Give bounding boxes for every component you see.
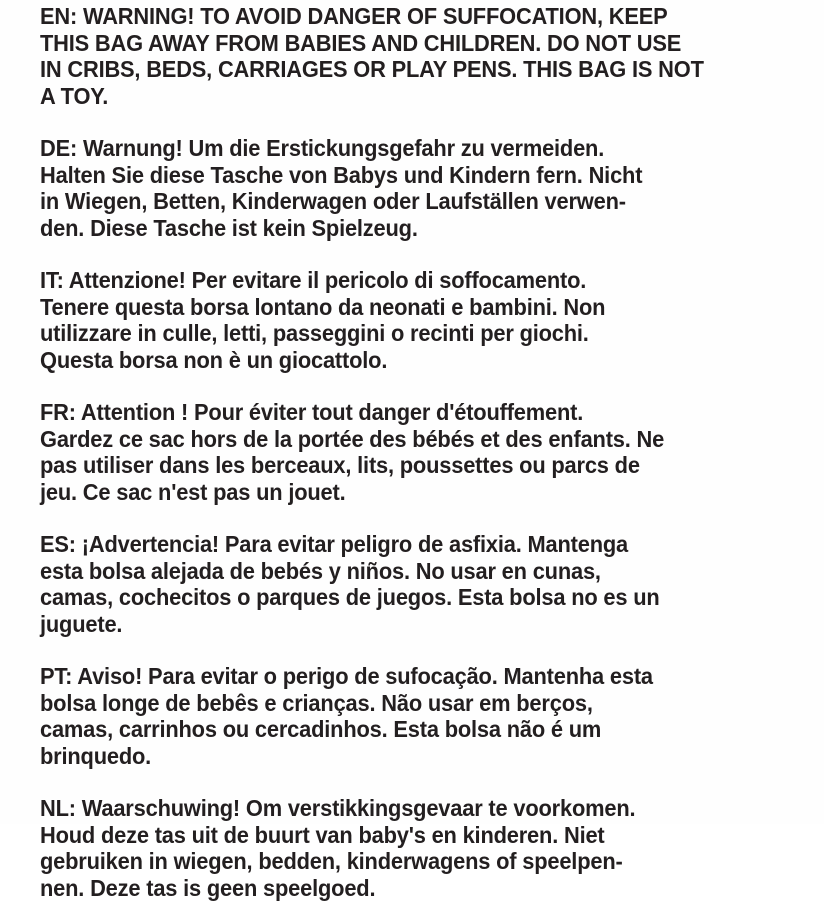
warning-line: NL: Waarschuwing! Om verstikkingsgevaar te voorkomen. — [40, 795, 800, 822]
warning-line: Tenere questa borsa lontano da neonati e bambini. Non — [40, 294, 800, 321]
warning-line: camas, cochecitos o parques de juegos. Esta bolsa no es un — [40, 584, 800, 611]
warning-line: FR: Attention ! Pour éviter tout danger d'étouffement. — [40, 399, 800, 426]
warning-line: utilizzare in culle, letti, passeggini o recinti per giochi. — [40, 320, 800, 347]
warning-line: IT: Attenzione! Per evitare il pericolo di soffocamento. — [40, 267, 800, 294]
warning-paragraph-pt — [40, 663, 800, 769]
warning-line: THIS BAG AWAY FROM BABIES AND CHILDREN. DO NOT USE — [40, 30, 800, 57]
warning-line: den. Diese Tasche ist kein Spielzeug. — [40, 215, 800, 242]
warning-line: Houd deze tas uit de buurt van baby's en kinderen. Niet — [40, 822, 800, 849]
warning-line: IN CRIBS, BEDS, CARRIAGES OR PLAY PENS. THIS BAG IS NOT — [40, 56, 800, 83]
warning-paragraph-de — [40, 135, 800, 241]
warning-line: DE: Warnung! Um die Erstickungsgefahr zu vermeiden. — [40, 135, 800, 162]
warning-line: nen. Deze tas is geen speelgoed. — [40, 875, 800, 901]
warning-line: bolsa longe de bebês e crianças. Não usar em berços, — [40, 690, 800, 717]
warning-line: EN: WARNING! TO AVOID DANGER OF SUFFOCATION, KEEP — [40, 3, 800, 30]
warning-line: brinquedo. — [40, 743, 800, 770]
warning-line: camas, carrinhos ou cercadinhos. Esta bolsa não é um — [40, 716, 800, 743]
warning-line: Gardez ce sac hors de la portée des bébés et des enfants. Ne — [40, 426, 800, 453]
warning-paragraph-en — [40, 3, 800, 109]
warning-paragraph-es — [40, 531, 800, 637]
warning-line: esta bolsa alejada de bebés y niños. No usar en cunas, — [40, 558, 800, 585]
warning-line: ES: ¡Advertencia! Para evitar peligro de asfixia. Mantenga — [40, 531, 800, 558]
warning-paragraph-it — [40, 267, 800, 373]
warning-line: PT: Aviso! Para evitar o perigo de sufocação. Mantenha esta — [40, 663, 800, 690]
warning-line: pas utiliser dans les berceaux, lits, poussettes ou parcs de — [40, 452, 800, 479]
warning-paragraph-nl — [40, 795, 800, 901]
warning-paragraph-fr — [40, 399, 800, 505]
warning-line: Halten Sie diese Tasche von Babys und Kindern fern. Nicht — [40, 162, 800, 189]
warning-line: jeu. Ce sac n'est pas un jouet. — [40, 479, 800, 506]
warning-line: in Wiegen, Betten, Kinderwagen oder Laufställen verwen- — [40, 188, 800, 215]
warning-line: gebruiken in wiegen, bedden, kinderwagens of speelpen- — [40, 848, 800, 875]
warning-line: juguete. — [40, 611, 800, 638]
warning-text-column — [40, 3, 800, 901]
warning-line: A TOY. — [40, 83, 800, 110]
warning-line: Questa borsa non è un giocattolo. — [40, 347, 800, 374]
